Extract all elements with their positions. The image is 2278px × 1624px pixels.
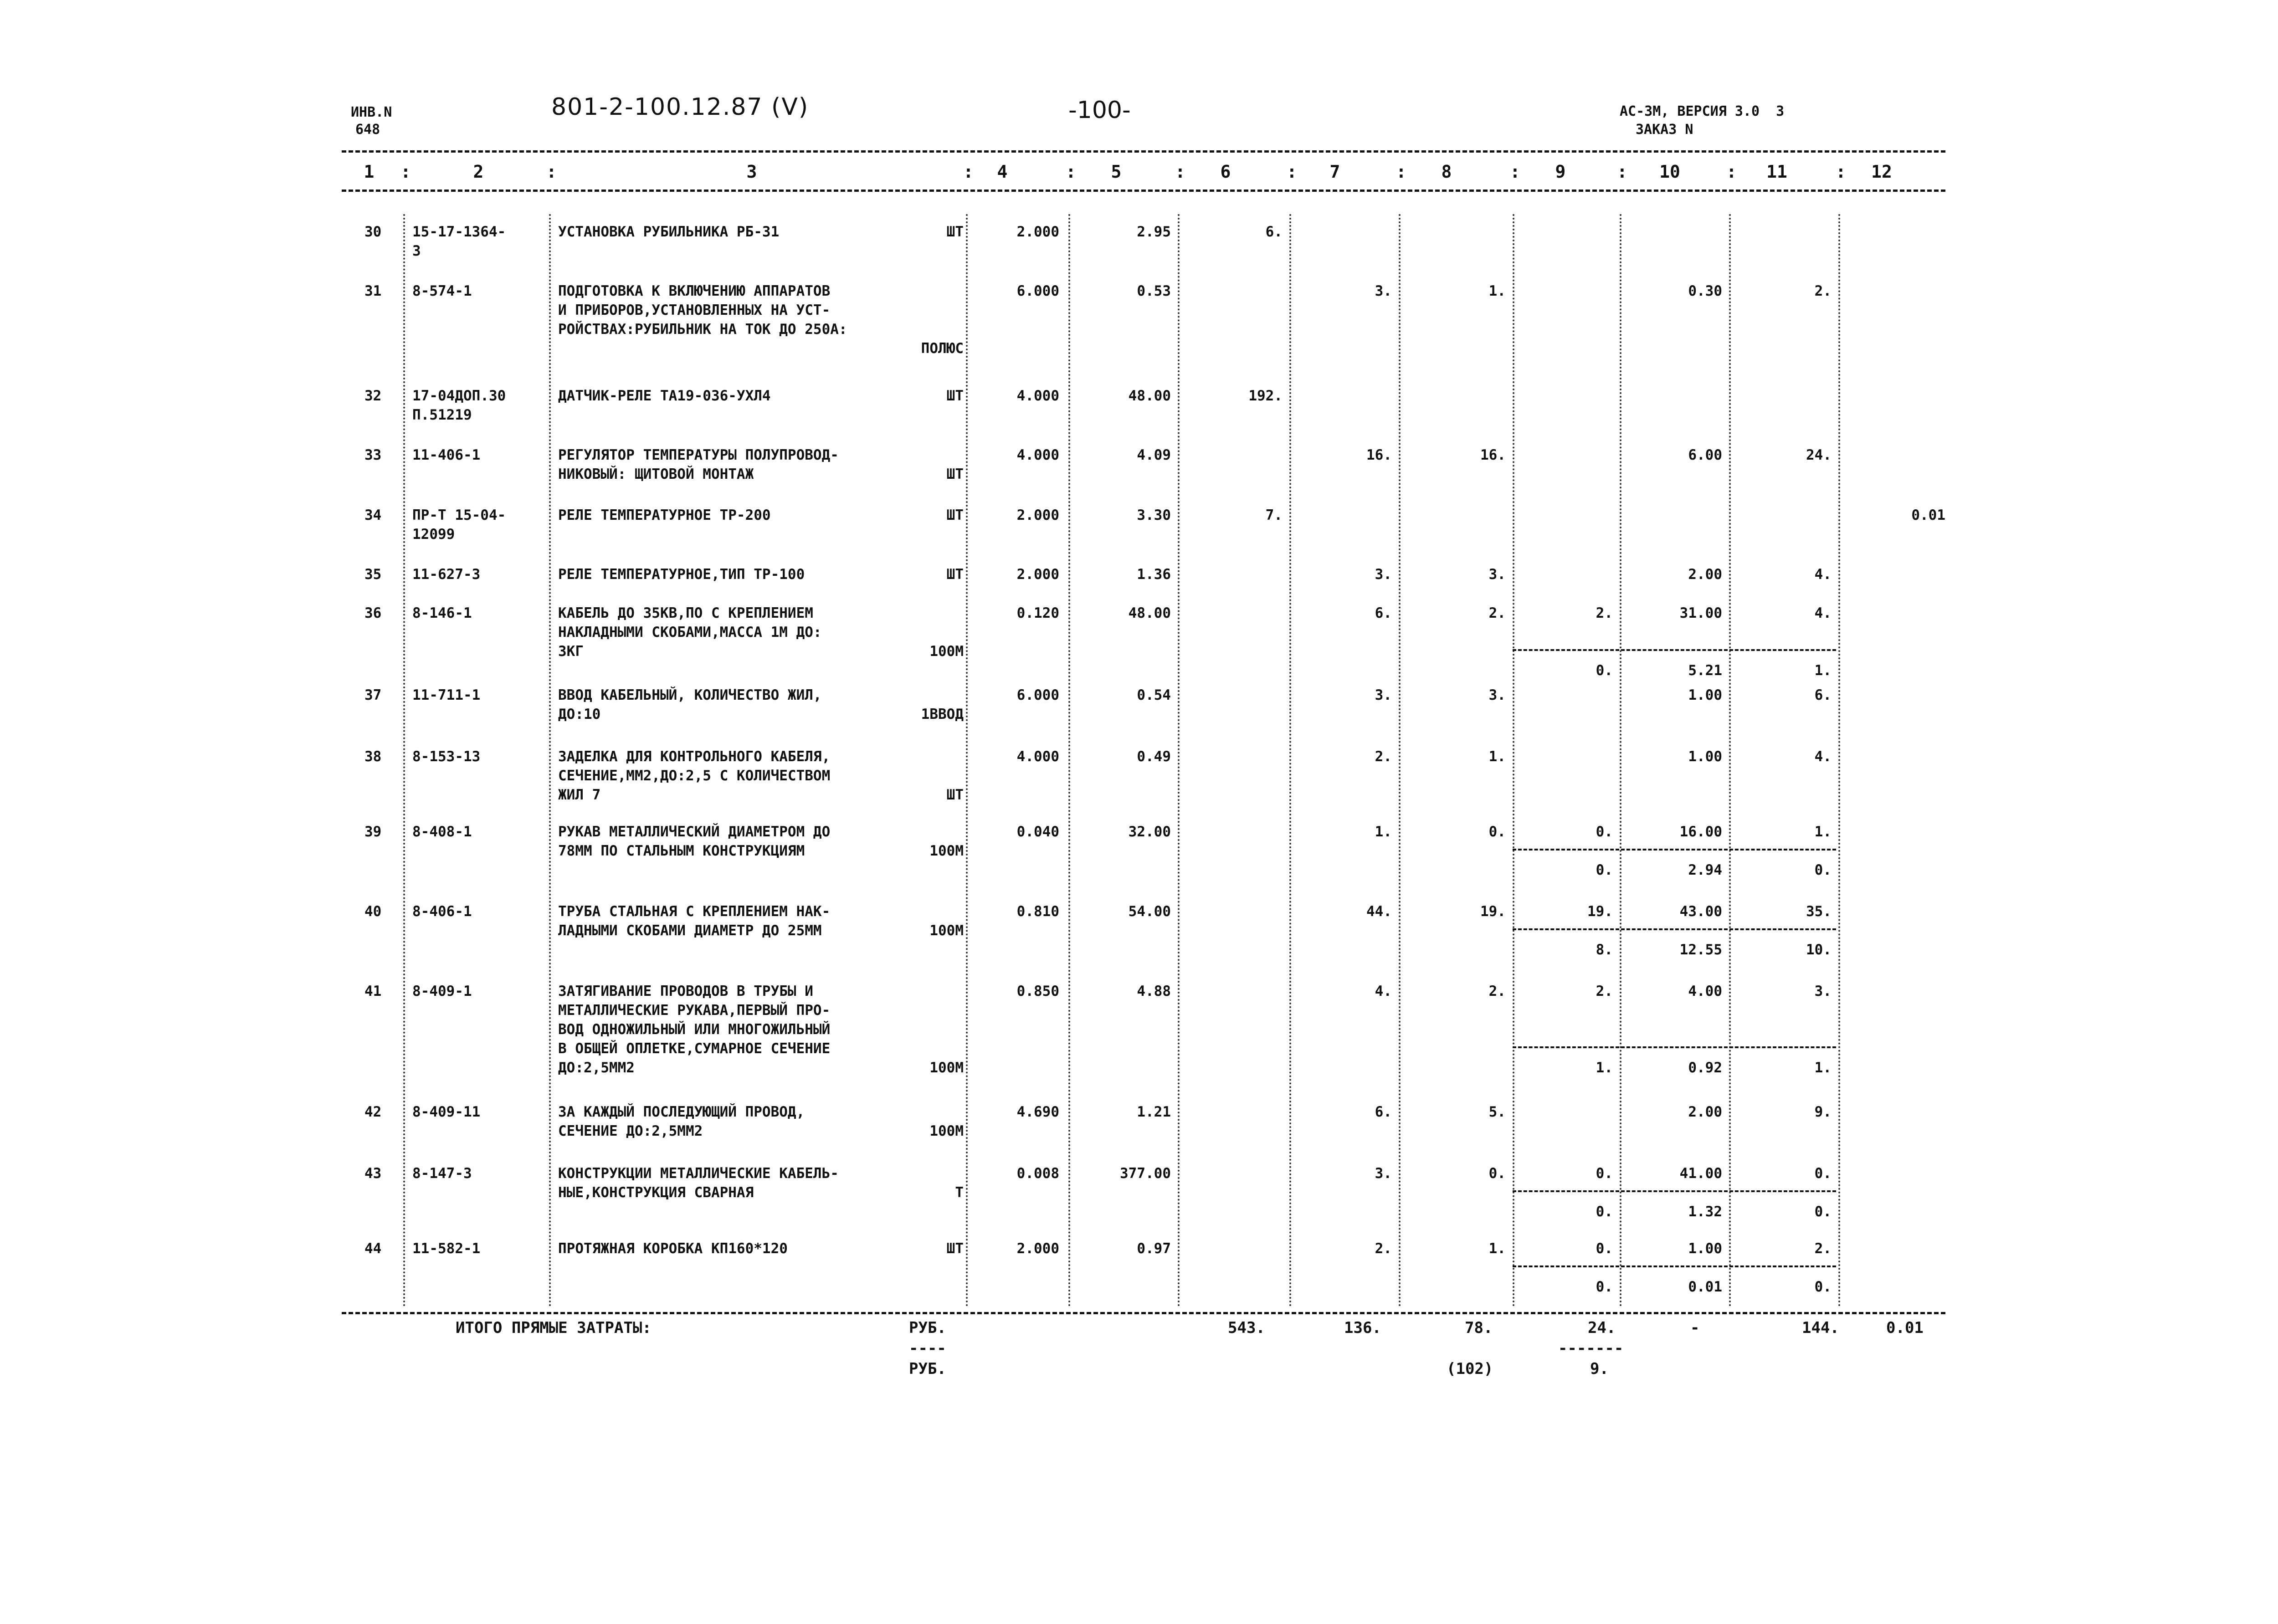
- row-value-c10: 1.00: [1688, 748, 1722, 765]
- row-subvalue-c11: 1.: [1814, 1060, 1832, 1076]
- row-value-c5: 0.54: [1137, 687, 1171, 703]
- row-description-line: НИКОВЫЙ: ЩИТОВОЙ МОНТАЖ: [558, 466, 754, 482]
- row-unit: 100М: [929, 843, 964, 859]
- row-value-c8: 1.: [1488, 1240, 1506, 1257]
- row-value-c9: 0.: [1596, 1240, 1613, 1257]
- row-description-line: ВВОД КАБЕЛЬНЫЙ, КОЛИЧЕСТВО ЖИЛ,: [558, 687, 822, 703]
- row-subvalue-c11: 10.: [1806, 942, 1832, 958]
- header-column-separator: :: [1510, 162, 1520, 182]
- row-value-c8: 0.: [1488, 1165, 1506, 1182]
- row-value-c11: 3.: [1814, 983, 1832, 999]
- document-code: 801-2-100.12.87 (V): [551, 93, 809, 121]
- row-code: 11-406-1: [412, 447, 481, 463]
- row-subtotal-rule: [1513, 1190, 1836, 1192]
- row-value-c10: 4.00: [1688, 983, 1722, 999]
- row-unit: ШТ: [946, 388, 964, 404]
- row-code: 15-17-1364-: [412, 224, 506, 240]
- row-subvalue-c9: 0.: [1596, 862, 1613, 878]
- row-description-line: ВОД ОДНОЖИЛЬНЫЙ ИЛИ МНОГОЖИЛЬНЫЙ: [558, 1021, 831, 1038]
- row-subtotal-rule: [1513, 649, 1836, 651]
- column-number: 10: [1659, 162, 1680, 182]
- program-version: АС-3М, ВЕРСИЯ 3.0 3: [1620, 103, 1785, 119]
- totals-col6: 543.: [1228, 1319, 1265, 1337]
- row-description-line: ЛАДНЫМИ СКОБАМИ ДИАМЕТР ДО 25ММ: [558, 922, 822, 939]
- row-code: 17-04ДОП.30: [412, 388, 506, 404]
- row-value-c7: 3.: [1375, 566, 1392, 583]
- row-code: 8-409-11: [412, 1104, 481, 1120]
- column-number: 6: [1220, 162, 1231, 182]
- column-separator: [549, 214, 551, 1307]
- inventory-label: ИНВ.N: [351, 104, 392, 120]
- row-code: 11-582-1: [412, 1240, 481, 1257]
- totals-col9-second: 9.: [1590, 1360, 1609, 1378]
- row-number: 36: [364, 605, 382, 621]
- order-label: ЗАКАЗ N: [1636, 122, 1693, 138]
- row-value-c8: 3.: [1488, 566, 1506, 583]
- row-value-c7: 3.: [1375, 1165, 1392, 1182]
- row-value-c5: 2.95: [1137, 224, 1171, 240]
- row-value-c10: 1.00: [1688, 1240, 1722, 1257]
- row-code: 8-408-1: [412, 824, 472, 840]
- row-description-line: 3КГ: [558, 643, 584, 660]
- row-value-c8: 0.: [1488, 824, 1506, 840]
- column-number: 5: [1111, 162, 1122, 182]
- column-separator: [1513, 214, 1514, 1307]
- row-value-c4: 2.000: [1016, 507, 1059, 523]
- row-value-c4: 2.000: [1016, 566, 1059, 583]
- row-code-continued: П.51219: [412, 407, 472, 423]
- row-subvalue-c9: 1.: [1596, 1060, 1613, 1076]
- row-number: 35: [364, 566, 382, 583]
- row-value-c5: 377.00: [1120, 1165, 1171, 1182]
- row-value-c8: 1.: [1488, 283, 1506, 299]
- row-subvalue-c10: 12.55: [1679, 942, 1722, 958]
- row-code: 8-147-3: [412, 1165, 472, 1182]
- row-subvalue-c11: 0.: [1814, 1279, 1832, 1295]
- row-value-c10: 0.30: [1688, 283, 1722, 299]
- row-unit: ШТ: [946, 787, 964, 803]
- row-code: ПР-Т 15-04-: [412, 507, 506, 523]
- row-value-c7: 3.: [1375, 687, 1392, 703]
- row-subvalue-c9: 0.: [1596, 662, 1613, 679]
- header-column-separator: :: [1175, 162, 1185, 182]
- header-column-separator: :: [1396, 162, 1406, 182]
- column-separator: [1399, 214, 1401, 1307]
- totals-unit-2: РУБ.: [909, 1360, 946, 1378]
- row-value-c10: 6.00: [1688, 447, 1722, 463]
- header-column-separator: :: [400, 162, 411, 182]
- row-code-continued: 12099: [412, 526, 455, 543]
- row-value-c4: 0.040: [1016, 824, 1059, 840]
- row-description-line: СЕЧЕНИЕ ДО:2,5ММ2: [558, 1123, 703, 1139]
- row-value-c5: 1.36: [1137, 566, 1171, 583]
- row-value-c8: 5.: [1488, 1104, 1506, 1120]
- row-number: 44: [364, 1240, 382, 1257]
- row-description-line: РЕЛЕ ТЕМПЕРАТУРНОЕ ТР-200: [558, 507, 771, 523]
- row-value-c11: 4.: [1814, 605, 1832, 621]
- row-value-c5: 4.09: [1137, 447, 1171, 463]
- row-number: 42: [364, 1104, 382, 1120]
- row-unit: ШТ: [946, 466, 964, 482]
- row-number: 43: [364, 1165, 382, 1182]
- totals-unit-1: РУБ.: [909, 1319, 946, 1337]
- row-subvalue-c9: 0.: [1596, 1279, 1613, 1295]
- row-unit: 100М: [929, 643, 964, 660]
- row-description-line: ЗА КАЖДЫЙ ПОСЛЕДУЮЩИЙ ПРОВОД,: [558, 1104, 805, 1120]
- row-unit: ШТ: [946, 566, 964, 583]
- totals-unit-divider: ----: [909, 1339, 946, 1358]
- row-value-c7: 2.: [1375, 1240, 1392, 1257]
- row-value-c11: 35.: [1806, 903, 1832, 920]
- row-value-c7: 44.: [1366, 903, 1392, 920]
- totals-col12: 0.01: [1886, 1319, 1924, 1337]
- row-value-c5: 32.00: [1128, 824, 1171, 840]
- row-description-line: ТРУБА СТАЛЬНАЯ С КРЕПЛЕНИЕМ НАК-: [558, 903, 831, 920]
- row-description-line: ЗАДЕЛКА ДЛЯ КОНТРОЛЬНОГО КАБЕЛЯ,: [558, 748, 831, 765]
- row-value-c8: 2.: [1488, 983, 1506, 999]
- row-number: 37: [364, 687, 382, 703]
- row-value-c10: 43.00: [1679, 903, 1722, 920]
- column-number: 1: [364, 162, 375, 182]
- row-subvalue-c11: 0.: [1814, 862, 1832, 878]
- row-value-c4: 6.000: [1016, 283, 1059, 299]
- row-value-c8: 19.: [1480, 903, 1506, 920]
- row-unit: ШТ: [946, 507, 964, 523]
- totals-label: ИТОГО ПРЯМЫЕ ЗАТРАТЫ:: [456, 1319, 652, 1337]
- column-number: 8: [1441, 162, 1452, 182]
- row-value-c8: 3.: [1488, 687, 1506, 703]
- row-value-c5: 0.49: [1137, 748, 1171, 765]
- row-unit: 100М: [929, 1060, 964, 1076]
- column-number: 7: [1329, 162, 1340, 182]
- row-value-c6: 192.: [1248, 388, 1283, 404]
- row-value-c7: 6.: [1375, 1104, 1392, 1120]
- header-rule-bottom: [342, 190, 1945, 192]
- row-value-c6: 7.: [1265, 507, 1283, 523]
- row-code: 11-627-3: [412, 566, 481, 583]
- row-value-c4: 4.000: [1016, 388, 1059, 404]
- row-description-line: ЖИЛ 7: [558, 787, 601, 803]
- totals-col10: -: [1690, 1319, 1700, 1337]
- row-subvalue-c10: 2.94: [1688, 862, 1722, 878]
- header-column-separator: :: [1836, 162, 1846, 182]
- row-description-line: СЕЧЕНИЕ,ММ2,ДО:2,5 С КОЛИЧЕСТВОМ: [558, 768, 831, 784]
- row-value-c12: 0.01: [1911, 507, 1945, 523]
- row-description-line: КАБЕЛЬ ДО 35КВ,ПО С КРЕПЛЕНИЕМ: [558, 605, 813, 621]
- row-subvalue-c10: 1.32: [1688, 1204, 1722, 1220]
- row-value-c4: 4.690: [1016, 1104, 1059, 1120]
- row-value-c4: 0.810: [1016, 903, 1059, 920]
- row-unit: 1ВВОД: [921, 706, 964, 722]
- row-unit: 100М: [929, 922, 964, 939]
- row-value-c10: 1.00: [1688, 687, 1722, 703]
- page-number: -100-: [1068, 97, 1131, 124]
- row-subvalue-c11: 1.: [1814, 662, 1832, 679]
- header-column-separator: :: [963, 162, 974, 182]
- row-description-line: РУКАВ МЕТАЛЛИЧЕСКИЙ ДИАМЕТРОМ ДО: [558, 824, 831, 840]
- row-description-line: ПРОТЯЖНАЯ КОРОБКА КП160*120: [558, 1240, 788, 1257]
- row-description-line: КОНСТРУКЦИИ МЕТАЛЛИЧЕСКИЕ КАБЕЛЬ-: [558, 1165, 839, 1182]
- row-value-c9: 0.: [1596, 1165, 1613, 1182]
- row-value-c4: 0.008: [1016, 1165, 1059, 1182]
- row-value-c9: 2.: [1596, 983, 1613, 999]
- row-value-c7: 3.: [1375, 283, 1392, 299]
- row-value-c10: 2.00: [1688, 1104, 1722, 1120]
- row-value-c9: 2.: [1596, 605, 1613, 621]
- row-description-line: УСТАНОВКА РУБИЛЬНИКА РБ-31: [558, 224, 780, 240]
- row-description-line: 78ММ ПО СТАЛЬНЫМ КОНСТРУКЦИЯМ: [558, 843, 805, 859]
- row-value-c11: 4.: [1814, 748, 1832, 765]
- header-column-separator: :: [1617, 162, 1627, 182]
- row-subtotal-rule: [1513, 928, 1836, 930]
- row-subvalue-c9: 0.: [1596, 1204, 1613, 1220]
- column-number: 11: [1766, 162, 1787, 182]
- row-description-line: НЫЕ,КОНСТРУКЦИЯ СВАРНАЯ: [558, 1184, 754, 1201]
- header-column-separator: :: [1066, 162, 1076, 182]
- row-value-c8: 2.: [1488, 605, 1506, 621]
- row-value-c6: 6.: [1265, 224, 1283, 240]
- column-number: 2: [473, 162, 484, 182]
- row-value-c11: 9.: [1814, 1104, 1832, 1120]
- row-subtotal-rule: [1513, 1046, 1836, 1048]
- row-description-line: ПОДГОТОВКА К ВКЛЮЧЕНИЮ АППАРАТОВ: [558, 283, 831, 299]
- row-value-c10: 31.00: [1679, 605, 1722, 621]
- row-value-c10: 41.00: [1679, 1165, 1722, 1182]
- row-description-line: ДАТЧИК-РЕЛЕ ТА19-036-УХЛ4: [558, 388, 771, 404]
- row-value-c4: 2.000: [1016, 1240, 1059, 1257]
- row-value-c11: 24.: [1806, 447, 1832, 463]
- row-value-c4: 4.000: [1016, 748, 1059, 765]
- row-value-c8: 16.: [1480, 447, 1506, 463]
- row-value-c5: 48.00: [1128, 388, 1171, 404]
- totals-rule: [342, 1312, 1945, 1314]
- row-value-c10: 16.00: [1679, 824, 1722, 840]
- column-separator: [1838, 214, 1840, 1307]
- row-value-c4: 4.000: [1016, 447, 1059, 463]
- row-number: 40: [364, 903, 382, 920]
- row-description-line: МЕТАЛЛИЧЕСКИЕ РУКАВА,ПЕРВЫЙ ПРО-: [558, 1002, 831, 1019]
- totals-col11: 144.: [1802, 1319, 1839, 1337]
- row-description-line: ДО:10: [558, 706, 601, 722]
- row-number: 30: [364, 224, 382, 240]
- row-number: 31: [364, 283, 382, 299]
- column-number: 4: [997, 162, 1008, 182]
- row-subtotal-rule: [1513, 1265, 1836, 1267]
- row-code: 8-409-1: [412, 983, 472, 999]
- row-value-c11: 1.: [1814, 824, 1832, 840]
- row-value-c11: 0.: [1814, 1165, 1832, 1182]
- row-description-line: РЕГУЛЯТОР ТЕМПЕРАТУРЫ ПОЛУПРОВОД-: [558, 447, 839, 463]
- row-value-c7: 16.: [1366, 447, 1392, 463]
- totals-col8-paren: (102): [1447, 1360, 1493, 1378]
- totals-col9-divider: -------: [1558, 1339, 1624, 1358]
- row-unit: Т: [955, 1184, 964, 1201]
- row-number: 34: [364, 507, 382, 523]
- row-value-c7: 2.: [1375, 748, 1392, 765]
- row-value-c5: 1.21: [1137, 1104, 1171, 1120]
- header-rule-top: [342, 150, 1945, 153]
- row-description-line: НАКЛАДНЫМИ СКОБАМИ,МАССА 1М ДО:: [558, 624, 822, 640]
- column-number: 3: [746, 162, 757, 182]
- row-description-line: И ПРИБОРОВ,УСТАНОВЛЕННЫХ НА УСТ-: [558, 302, 831, 318]
- row-value-c7: 1.: [1375, 824, 1392, 840]
- row-code: 8-146-1: [412, 605, 472, 621]
- header-column-separator: :: [1726, 162, 1737, 182]
- row-unit: ШТ: [946, 224, 964, 240]
- row-subvalue-c10: 0.92: [1688, 1060, 1722, 1076]
- header-column-separator: :: [546, 162, 557, 182]
- row-code: 11-711-1: [412, 687, 481, 703]
- row-value-c11: 4.: [1814, 566, 1832, 583]
- row-value-c4: 0.120: [1016, 605, 1059, 621]
- row-description-line: РЕЛЕ ТЕМПЕРАТУРНОЕ,ТИП ТР-100: [558, 566, 805, 583]
- row-number: 39: [364, 824, 382, 840]
- row-description-line: ДО:2,5ММ2: [558, 1060, 635, 1076]
- row-description-line: ЗАТЯГИВАНИЕ ПРОВОДОВ В ТРУБЫ И: [558, 983, 813, 999]
- row-value-c7: 4.: [1375, 983, 1392, 999]
- row-value-c8: 1.: [1488, 748, 1506, 765]
- row-value-c4: 6.000: [1016, 687, 1059, 703]
- row-unit: ПОЛЮС: [921, 340, 964, 357]
- row-value-c5: 0.97: [1137, 1240, 1171, 1257]
- row-number: 41: [364, 983, 382, 999]
- row-value-c11: 6.: [1814, 687, 1832, 703]
- row-number: 32: [364, 388, 382, 404]
- row-value-c11: 2.: [1814, 283, 1832, 299]
- row-subtotal-rule: [1513, 849, 1836, 850]
- row-value-c5: 4.88: [1137, 983, 1171, 999]
- row-subvalue-c11: 0.: [1814, 1204, 1832, 1220]
- header-column-separator: :: [1287, 162, 1297, 182]
- row-value-c11: 2.: [1814, 1240, 1832, 1257]
- row-code: 8-574-1: [412, 283, 472, 299]
- row-description-line: В ОБЩЕЙ ОПЛЕТКЕ,СУМАРНОЕ СЕЧЕНИЕ: [558, 1040, 831, 1057]
- row-value-c9: 0.: [1596, 824, 1613, 840]
- column-number: 12: [1871, 162, 1892, 182]
- row-value-c4: 0.850: [1016, 983, 1059, 999]
- row-code: 8-406-1: [412, 903, 472, 920]
- row-subvalue-c10: 5.21: [1688, 662, 1722, 679]
- row-value-c9: 19.: [1587, 903, 1613, 920]
- row-unit: ШТ: [946, 1240, 964, 1257]
- row-code-continued: 3: [412, 243, 421, 259]
- column-separator: [403, 214, 405, 1307]
- row-unit: 100М: [929, 1123, 964, 1139]
- row-value-c5: 48.00: [1128, 605, 1171, 621]
- column-number: 9: [1555, 162, 1566, 182]
- row-value-c10: 2.00: [1688, 566, 1722, 583]
- totals-col7: 136.: [1344, 1319, 1381, 1337]
- row-number: 38: [364, 748, 382, 765]
- row-value-c7: 6.: [1375, 605, 1392, 621]
- column-separator: [1178, 214, 1180, 1307]
- row-subvalue-c10: 0.01: [1688, 1279, 1722, 1295]
- totals-col9: 24.: [1588, 1319, 1616, 1337]
- row-value-c5: 0.53: [1137, 283, 1171, 299]
- row-code: 8-153-13: [412, 748, 481, 765]
- totals-col8: 78.: [1465, 1319, 1493, 1337]
- row-value-c4: 2.000: [1016, 224, 1059, 240]
- row-subvalue-c9: 8.: [1596, 942, 1613, 958]
- row-value-c5: 3.30: [1137, 507, 1171, 523]
- row-number: 33: [364, 447, 382, 463]
- row-description-line: РОЙСТВАХ:РУБИЛЬНИК НА ТОК ДО 250А:: [558, 321, 847, 338]
- inventory-number: 648: [355, 122, 380, 138]
- row-value-c5: 54.00: [1128, 903, 1171, 920]
